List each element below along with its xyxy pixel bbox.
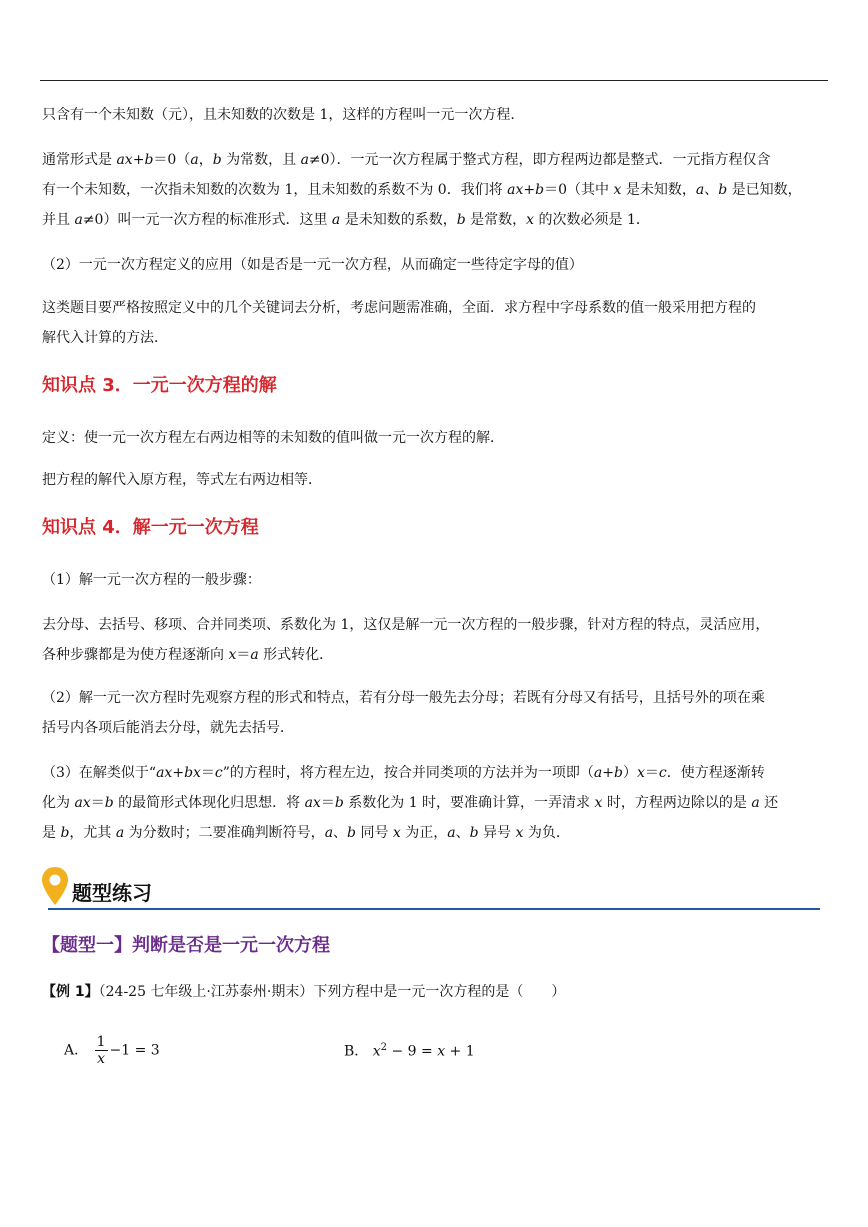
text-segment: + [172, 765, 185, 781]
math-variable: b [718, 182, 728, 198]
text-segment: 各种步骤都是为使方程逐渐向 [42, 647, 229, 663]
text-segment: 的次数必须是 1． [534, 212, 650, 228]
text-segment: ，尤其 [69, 825, 116, 841]
paragraph-definition: 只含有一个未知数（元），且未知数的次数是 1，这样的方程叫一元一次方程. [42, 107, 515, 123]
math-variable: b [614, 765, 623, 781]
text-segment: ＝ [236, 647, 251, 663]
math-variable: a [300, 152, 309, 168]
paragraph-substitute: 把方程的解代入原方程，等式左右两边相等． [42, 472, 322, 488]
math-variable: b [334, 795, 344, 811]
text-segment: ， [198, 152, 213, 168]
option-a-label: A． [64, 1042, 89, 1059]
fraction-numerator: 1 [96, 1034, 106, 1050]
text-segment: 为分数时；二要准确判断符号， [124, 825, 325, 841]
math-variable: a [324, 825, 334, 841]
text-segment: ＝ [320, 795, 335, 811]
paragraph-steps-title: （1）解一元一次方程的一般步骤： [42, 572, 261, 588]
math-variable: x [594, 795, 603, 811]
text-segment: + [132, 152, 145, 168]
paragraph-combine [42, 758, 828, 848]
fraction-denominator: x [97, 1051, 105, 1067]
option-b-end: + 1 [445, 1043, 475, 1060]
math-variable: a [250, 647, 259, 663]
text-segment: ＝ [644, 765, 659, 781]
observe-line-2: 括号内各项后能消去分母，就先去括号． [42, 720, 294, 736]
math-variable: a [115, 825, 125, 841]
paragraph-steps [42, 610, 828, 670]
math-variable: a [447, 825, 456, 841]
math-variable: b [535, 182, 545, 198]
analysis-line-2: 解代入计算的方法． [42, 330, 168, 346]
analysis-line-1: 这类题目要严格按照定义中的几个关键词去分析，考虑问题需准确，全面．求方程中字母系数的值一般采用把方程的 [42, 300, 756, 316]
math-variable: x [392, 825, 401, 841]
text-segment: 还 [759, 795, 779, 811]
math-variable: ax [304, 795, 321, 811]
option-a[interactable] [64, 1034, 160, 1067]
combine-line-3 [42, 818, 828, 848]
math-variable: x [613, 182, 622, 198]
math-variable: ax [74, 795, 91, 811]
text-segment: 、 [333, 825, 348, 841]
math-variable: c [214, 765, 223, 781]
math-variable: b [469, 825, 479, 841]
math-variable: ax [507, 182, 524, 198]
general-form-line-3 [42, 205, 828, 235]
paragraph-application: （2）一元一次方程定义的应用（如是否是一元一次方程，从而确定一些待定字母的值） [42, 257, 583, 273]
paragraph-analysis [42, 293, 828, 353]
math-variable: a [751, 795, 760, 811]
location-pin-icon [40, 866, 70, 906]
general-form-line-1 [42, 145, 828, 175]
text-segment: ＝ [200, 765, 215, 781]
math-variable: bx [184, 765, 201, 781]
option-b[interactable] [344, 1038, 475, 1062]
option-b-exponent: 2 [380, 1042, 388, 1053]
header-rule [40, 80, 828, 81]
math-variable: a [190, 152, 199, 168]
text-segment: 通常形式是 [42, 152, 117, 168]
text-segment: ≠0）．一元一次方程属于整式方程，即方程两边都是整式．一元指方程仅含 [308, 152, 771, 168]
type-one-title: 【题型一】判断是否是一元一次方程 [42, 935, 330, 956]
text-segment: ＝ [90, 795, 105, 811]
heading-knowledge-3: 知识点 3．一元一次方程的解 [42, 375, 277, 396]
text-segment: 形式转化． [258, 647, 334, 663]
text-segment: ≠0）叫一元一次方程的标准形式．这里 [82, 212, 332, 228]
text-segment: 系数化为 1 时，要准确计算，一弄清求 [343, 795, 595, 811]
math-variable: b [456, 212, 466, 228]
general-form-line-2 [42, 175, 828, 205]
text-segment: ＝0（其中 [544, 182, 614, 198]
text-segment: 为正， [400, 825, 448, 841]
option-a-rest: −1 = 3 [109, 1042, 160, 1059]
text-segment: 化为 [42, 795, 75, 811]
paragraph-observe [42, 683, 828, 743]
text-segment: （3）在解类似于“ [42, 765, 157, 781]
text-segment: 有一个未知数，一次指未知数的次数为 1，且未知数的系数不为 0．我们将 [42, 182, 508, 198]
paragraph-solution-definition: 定义：使一元一次方程左右两边相等的未知数的值叫做一元一次方程的解． [42, 430, 504, 446]
text-segment: + [602, 765, 615, 781]
text-segment: 是 [42, 825, 61, 841]
combine-line-1 [42, 758, 828, 788]
heading-knowledge-4: 知识点 4．解一元一次方程 [42, 517, 259, 538]
math-variable: ax [116, 152, 133, 168]
text-segment: 的最简形式体现化归思想．将 [113, 795, 305, 811]
observe-line-1: （2）解一元一次方程时先观察方程的形式和特点，若有分母一般先去分母；若既有分母又有括号，且括号外的项在乘 [42, 690, 765, 706]
section-title: 题型练习 [72, 881, 152, 905]
text-segment: + [523, 182, 536, 198]
math-variable: b [144, 152, 154, 168]
text-segment: 是已知数， [727, 182, 802, 198]
math-variable: a [74, 212, 83, 228]
text-segment: 时，方程两边除以的是 [602, 795, 752, 811]
steps-line-2 [42, 640, 828, 670]
text-segment: ＝0（ [153, 152, 191, 168]
section-practice [40, 866, 820, 916]
option-b-x2: x [437, 1043, 446, 1060]
section-rule [48, 908, 820, 910]
option-b-x: x [372, 1043, 381, 1060]
text-segment: 是常数， [465, 212, 527, 228]
math-variable: a [593, 765, 603, 781]
math-variable: b [212, 152, 222, 168]
text-segment: 为负． [523, 825, 570, 841]
math-variable: a [695, 182, 705, 198]
math-variable: b [104, 795, 114, 811]
example-1 [42, 980, 565, 1004]
text-segment: 、 [704, 182, 719, 198]
math-variable: b [60, 825, 70, 841]
math-variable: x [228, 647, 237, 663]
math-variable: ax [156, 765, 173, 781]
text-segment: 同号 [356, 825, 393, 841]
option-b-label: B． [344, 1043, 369, 1060]
text-segment: 异号 [478, 825, 516, 841]
combine-line-2 [42, 788, 828, 818]
text-segment: 并且 [42, 212, 75, 228]
text-segment: 为常数，且 [221, 152, 301, 168]
option-b-mid: − 9 = [387, 1043, 438, 1060]
text-segment: 是未知数， [621, 182, 696, 198]
math-variable: x [636, 765, 645, 781]
math-variable: c [658, 765, 667, 781]
text-segment: ．使方程逐渐转 [666, 765, 765, 781]
math-variable: x [526, 212, 535, 228]
option-a-fraction [95, 1034, 108, 1067]
text-segment: 、 [455, 825, 470, 841]
math-variable: b [347, 825, 357, 841]
text-segment: 是未知数的系数， [340, 212, 457, 228]
text-segment: ”的方程时，将方程左边，按合并同类项的方法并为一项即（ [222, 765, 594, 781]
example-question: 下列方程中是一元一次方程的是（ ） [313, 984, 566, 1000]
math-variable: a [331, 212, 341, 228]
math-variable: x [515, 825, 524, 841]
text-segment: ） [622, 765, 637, 781]
paragraph-general-form [42, 145, 828, 235]
example-source: （24-25 七年级上·江苏泰州·期末） [98, 984, 314, 1000]
steps-line-1: 去分母、去括号、移项、合并同类项、系数化为 1，这仅是解一元一次方程的一般步骤，针对方程的特点，灵活应用， [42, 617, 770, 633]
example-tag: 【例 1】 [42, 984, 99, 1000]
